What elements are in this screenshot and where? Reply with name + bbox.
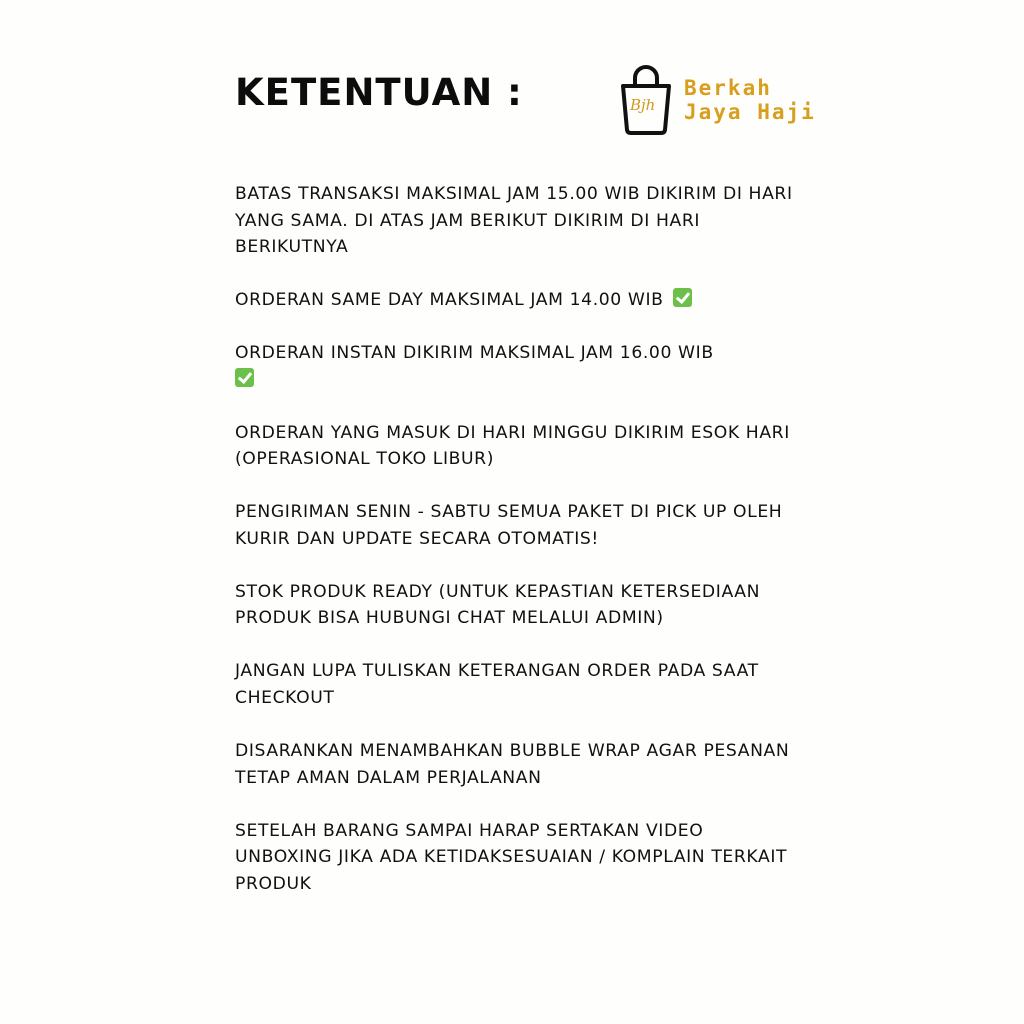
page-title: KETENTUAN : (235, 71, 523, 114)
rule-text: DISARANKAN MENAMBAHKAN BUBBLE WRAP AGAR PESANAN TETAP AMAN DALAM PERJALANAN (235, 741, 790, 788)
rules-list (235, 181, 805, 924)
rule-text: ORDERAN SAME DAY MAKSIMAL JAM 14.00 WIB (235, 290, 664, 311)
rule-item (235, 499, 805, 552)
brand-logo (618, 64, 818, 138)
rule-item (235, 579, 805, 632)
rule-item (235, 181, 805, 261)
logo-line-1: Berkah (684, 76, 772, 100)
rule-text: ORDERAN INSTAN DIKIRIM MAKSIMAL JAM 16.00 WIB (235, 343, 714, 364)
rule-text: STOK PRODUK READY (UNTUK KEPASTIAN KETERSEDIAAN PRODUK BISA HUBUNGI CHAT MELALUI ADMIN) (235, 581, 761, 629)
rule-item (235, 420, 805, 473)
rule-item (235, 818, 805, 898)
logo-brand-name (684, 76, 816, 124)
rule-item (235, 340, 805, 393)
rule-item (235, 738, 805, 791)
logo-line-2: Jaya Haji (684, 100, 816, 124)
check-mark-button-icon (235, 368, 254, 387)
rule-text: ORDERAN YANG MASUK DI HARI MINGGU DIKIRIM ESOK HARI (OPERASIONAL TOKO LIBUR) (235, 422, 790, 470)
logo-monogram: Bjh (630, 96, 656, 114)
rule-text: SETELAH BARANG SAMPAI HARAP SERTAKAN VIDEO UNBOXING JIKA ADA KETIDAKSESUAIAN / KOMPLAIN TERKAIT PRODUK (235, 820, 788, 894)
rule-text: PENGIRIMAN SENIN - SABTU SEMUA PAKET DI PICK UP OLEH KURIR DAN UPDATE SECARA OTOMATIS! (235, 502, 783, 549)
rule-item (235, 287, 805, 314)
rule-text: BATAS TRANSAKSI MAKSIMAL JAM 15.00 WIB DIKIRIM DI HARI YANG SAMA. DI ATAS JAM BERIKUT DIKIRIM DI HARI BERIKUTNYA (235, 184, 793, 258)
check-mark-button-icon (673, 288, 692, 307)
rule-text: JANGAN LUPA TULISKAN KETERANGAN ORDER PADA SAAT CHECKOUT (235, 661, 759, 709)
rule-item (235, 658, 805, 711)
